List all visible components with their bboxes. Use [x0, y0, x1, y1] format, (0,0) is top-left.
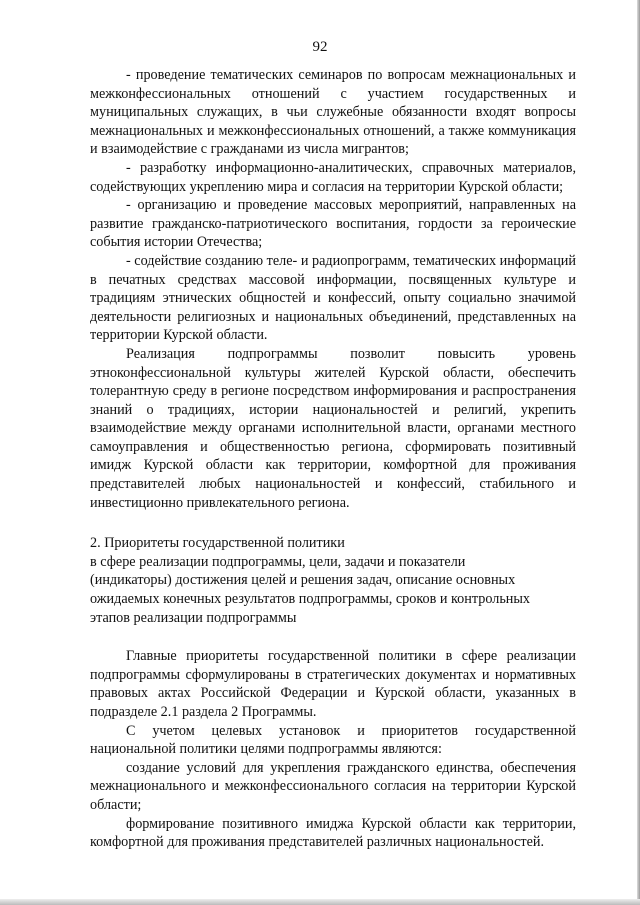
paragraph-results: Реализация подпрограммы позволит повысить уровень этноконфессиональной культуры жителей Курской области, обеспечить толерантную среду в регионе посредством информирования и распространения знаний о традициях, истории национальностей и религий, укрепить взаимодействие между органами исполнительной власти, органами местного самоуправления и общественностью региона, сформировать позитивный имидж Курской области как территории, комфортной для проживания представителей любых национальностей и конфессий, стабильного и инвестиционно привлекательного региона.: [90, 345, 576, 511]
paragraph-goal-image: формирование позитивного имиджа Курской области как территории, комфортной для проживания представителей различных национальностей.: [90, 815, 576, 851]
paragraph-goal-unity: создание условий для укрепления гражданского единства, обеспечения межнационального и межконфессионального согласия на территории Курской области;: [90, 759, 576, 813]
page-number: 92: [312, 39, 328, 55]
paragraph-seminars: - проведение тематических семинаров по вопросам межнациональных и межконфессиональных отношений с участием государственных и муниципальных служащих, в чьи служебные обязанности входят вопросы межнациональных и межконфессиональных отношений, а также коммуникация и взаимодействие с гражданами из числа мигрантов;: [90, 67, 576, 158]
section-heading: [90, 534, 576, 627]
paragraph-events: - организацию и проведение массовых мероприятий, направленных на развитие гражданско-патриотического воспитания, гордости за героические события истории Отечества;: [90, 197, 576, 251]
heading-line-5: этапов реализации подпрограммы: [90, 609, 297, 626]
page-edge-bottom: [0, 899, 640, 905]
heading-line-1: 2. Приоритеты государственной политики: [90, 535, 345, 552]
heading-line-4: ожидаемых конечных результатов подпрограммы, сроков и контрольных: [90, 591, 531, 608]
paragraph-goals-intro: С учетом целевых установок и приоритетов государственной национальной политики целями подпрограммы являются:: [90, 722, 576, 758]
paragraph-media: - содействие созданию теле- и радиопрограмм, тематических информаций в печатных средствах массовой информации, посвященных культуре и традициям этнических общностей и конфессий, опыту социально значимой деятельности религиозных и национальных объединений, представленных на территории Курской области.: [90, 252, 576, 344]
heading-spacer: [90, 627, 576, 647]
paragraph-priorities: Главные приоритеты государственной политики в сфере реализации подпрограммы сформулированы в стратегических документах и нормативных правовых актах Российской Федерации и Курской области, указанных в подразделе 2.1 раздела 2 Программы.: [90, 648, 576, 720]
document-body: [90, 66, 576, 852]
heading-line-3: (индикаторы) достижения целей и решения задач, описание основных: [90, 572, 516, 589]
paragraph-materials: - разработку информационно-аналитических, справочных материалов, содействующих укреплению мира и согласия на территории Курской области;: [90, 159, 576, 195]
heading-line-2: в сфере реализации подпрограммы, цели, задачи и показатели: [90, 553, 466, 570]
